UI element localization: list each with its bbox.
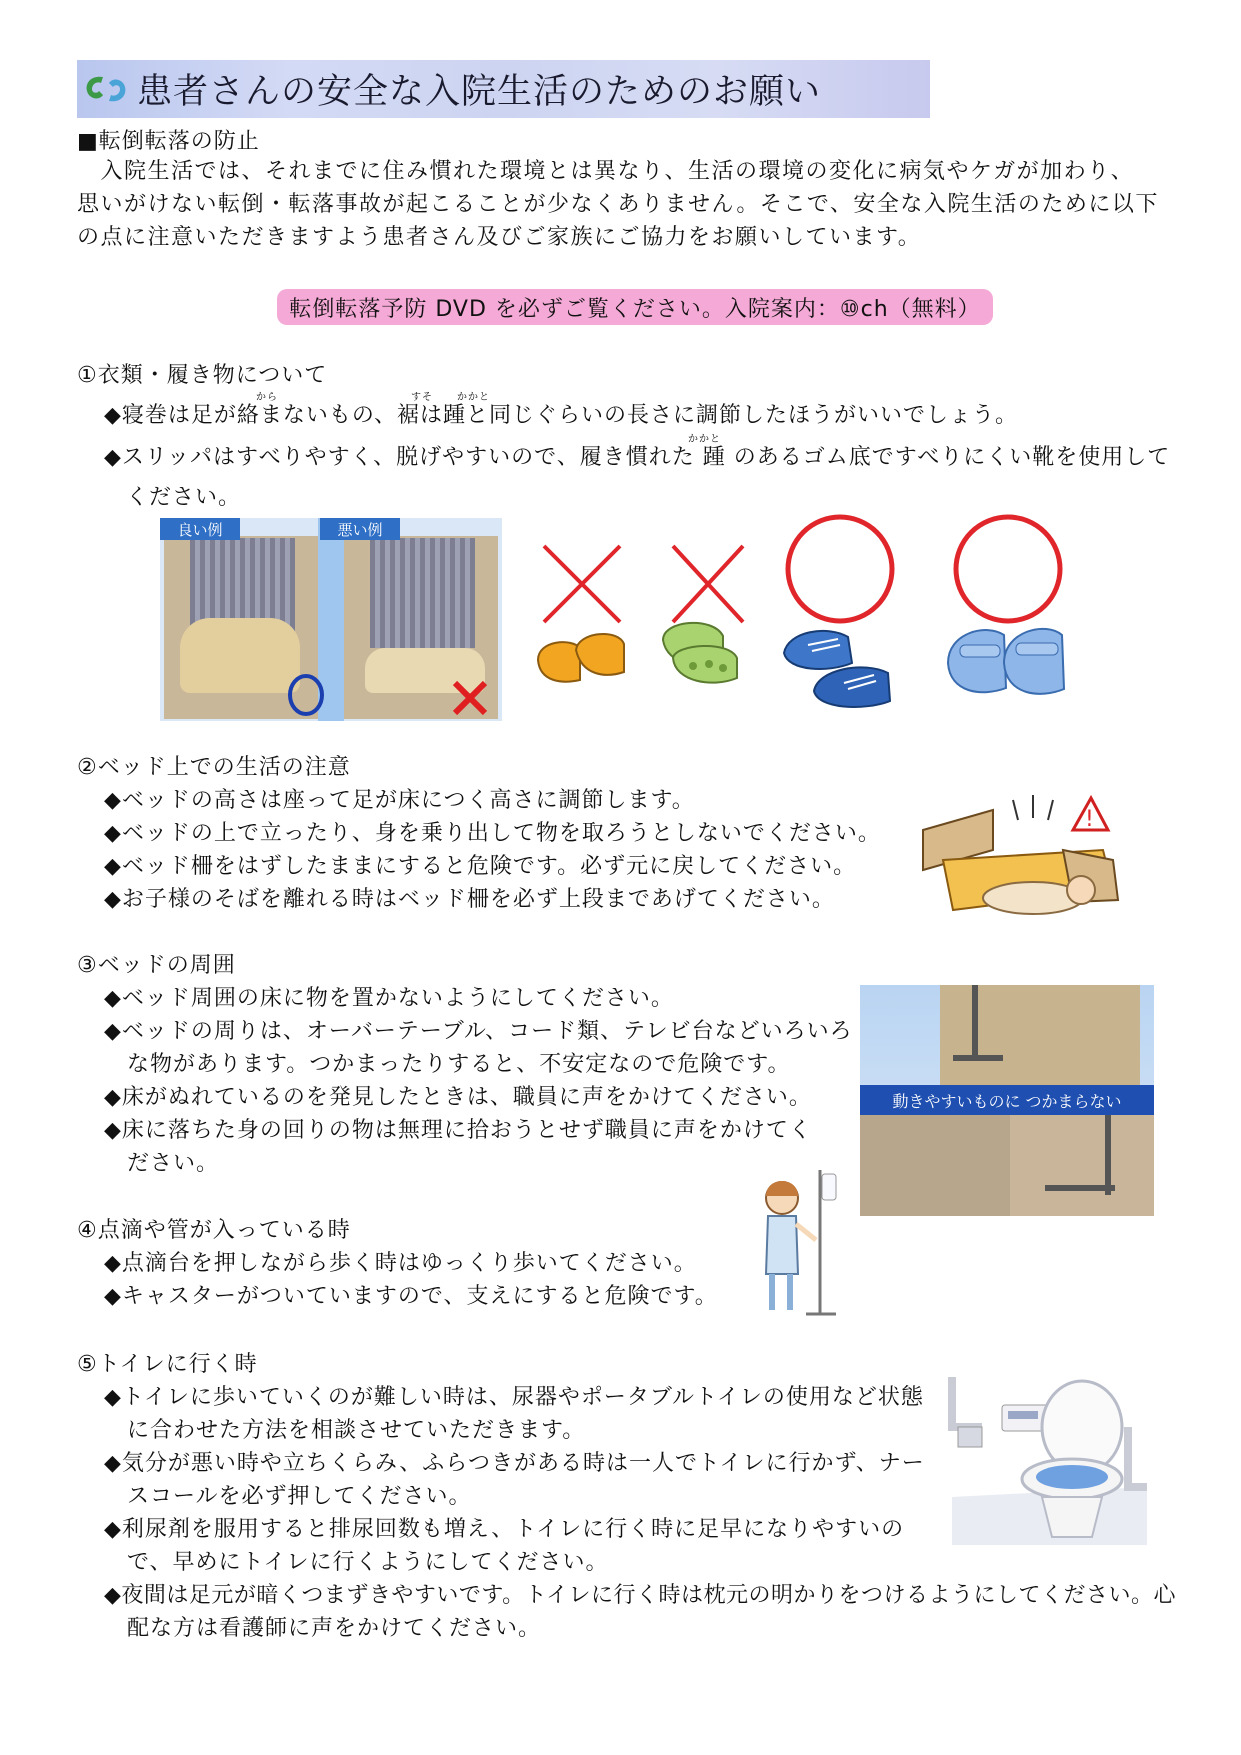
intro-line: 思いがけない転倒・転落事故が起こることが少なくありません。そこで、安全な入院生活のために以下 xyxy=(77,192,1159,217)
ruby-kakato: かかと xyxy=(457,392,490,403)
logo-icon xyxy=(81,69,131,109)
ruby-kakato: かかと xyxy=(688,434,721,445)
circle-mark-icon xyxy=(286,673,326,717)
s3-line: ◆床がぬれているのを発見したときは、職員に声をかけてください。 xyxy=(104,1085,812,1110)
title-banner xyxy=(77,60,930,118)
ruby-suso: すそ xyxy=(411,392,433,403)
ruby-kara: から xyxy=(256,392,278,403)
s5-line: ◆利尿剤を服用すると排尿回数も増え、トイレに行く時に足早になりやすいの xyxy=(104,1517,905,1542)
intro-paragraph xyxy=(77,155,1167,254)
bed-fall-illustration xyxy=(913,790,1123,930)
toilet-illustration xyxy=(942,1367,1157,1547)
s4-line: ◆点滴台を押しながら歩く時はゆっくり歩いてください。 xyxy=(104,1251,697,1276)
svg-text:!: ! xyxy=(1085,807,1094,832)
slipper-bad-icon xyxy=(532,540,632,690)
s5-line: に合わせた方法を相談させていただきます。 xyxy=(104,1418,586,1443)
intro-line: 入院生活では、それまでに住み慣れた環境とは異なり、生活の環境の変化に病気やケガが加わり、 xyxy=(77,159,1135,184)
s3-line: ◆ベッドの周りは、オーバーテーブル、コード類、テレビ台などいろいろ xyxy=(104,1019,853,1044)
s5-line: ◆気分が悪い時や立ちくらみ、ふらつきがある時は一人でトイレに行かず、ナー xyxy=(104,1451,925,1476)
s5-line: ◆夜間は足元が暗くつまずきやすいです。トイレに行く時は枕元の明かりをつけるようにしてください。心 xyxy=(104,1583,1177,1608)
s5-line: ◆トイレに歩いていくのが難しい時は、尿器やポータブルトイレの使用など状態 xyxy=(104,1385,924,1410)
s2-line: ◆お子様のそばを離れる時はベッド柵を必ず上段まであげてください。 xyxy=(104,887,835,912)
photo-caption: 動きやすいものに つかまらない xyxy=(860,1085,1154,1115)
s3-line: ◆床に落ちた身の回りの物は無理に拾おうとせず職員に声をかけてく xyxy=(104,1118,812,1143)
intro-line: の点に注意いただきますよう患者さん及びご家族にご協力をお願いしています。 xyxy=(77,225,922,250)
s3-line: ださい。 xyxy=(104,1151,220,1176)
iv-stand-patient-illustration xyxy=(750,1164,850,1319)
dvd-notice: 転倒転落予防 DVD を必ずご覧ください。入院案内：⑩ch（無料） xyxy=(277,289,993,325)
shoes-example-photo xyxy=(160,518,502,721)
sandal-bad-icon xyxy=(653,540,753,690)
sneaker-good-icon xyxy=(778,513,908,723)
overtable-photo xyxy=(860,985,1154,1216)
s3-line: ◆ベッド周囲の床に物を置かないようにしてください。 xyxy=(104,986,674,1011)
section-3-heading: ③ベッドの周囲 xyxy=(77,953,236,978)
s2-line: ◆ベッドの高さは座って足が床につく高さに調節します。 xyxy=(104,788,695,813)
s3-line: な物があります。つかまったりすると、不安定なので危険です。 xyxy=(104,1052,791,1077)
section-4-heading: ④点滴や管が入っている時 xyxy=(77,1218,351,1243)
good-shoe xyxy=(180,618,300,693)
s4-line: ◆キャスターがついていますので、支えにすると危険です。 xyxy=(104,1284,718,1309)
s5-line: 配な方は看護師に声をかけてください。 xyxy=(104,1616,542,1641)
velcro-shoe-good-icon xyxy=(942,513,1072,723)
s2-line: ◆ベッド柵をはずしたままにすると危険です。必ず元に戻してください。 xyxy=(104,854,857,879)
bad-label: 悪い例 xyxy=(320,518,400,540)
s2-line: ◆ベッドの上で立ったり、身を乗り出して物を取ろうとしないでください。 xyxy=(104,821,881,846)
s1-line-2: ◆スリッパはすべりやすく、脱げやすいので、履き慣れた 踵 のあるゴム底ですべりにくい靴を使用して xyxy=(104,445,1171,470)
section-5-heading: ⑤トイレに行く時 xyxy=(77,1352,258,1377)
cross-mark-icon xyxy=(450,678,490,718)
section-2-heading: ②ベッド上での生活の注意 xyxy=(77,755,351,780)
good-label: 良い例 xyxy=(160,518,240,540)
s1-line-1: ◆寝巻は足が絡まないもの、裾は踵と同じぐらいの長さに調節したほうがいいでしょう。 xyxy=(104,403,1019,428)
s5-line: で、早めにトイレに行くようにしてください。 xyxy=(104,1550,609,1575)
section-fall-prevention: ■転倒転落の防止 xyxy=(77,129,260,154)
section-1-heading: ①衣類・履き物について xyxy=(77,363,328,388)
page-title: 患者さんの安全な入院生活のためのお願い xyxy=(137,72,822,112)
s5-line: スコールを必ず押してください。 xyxy=(104,1484,472,1509)
s1-line-3: ください。 xyxy=(126,485,242,510)
